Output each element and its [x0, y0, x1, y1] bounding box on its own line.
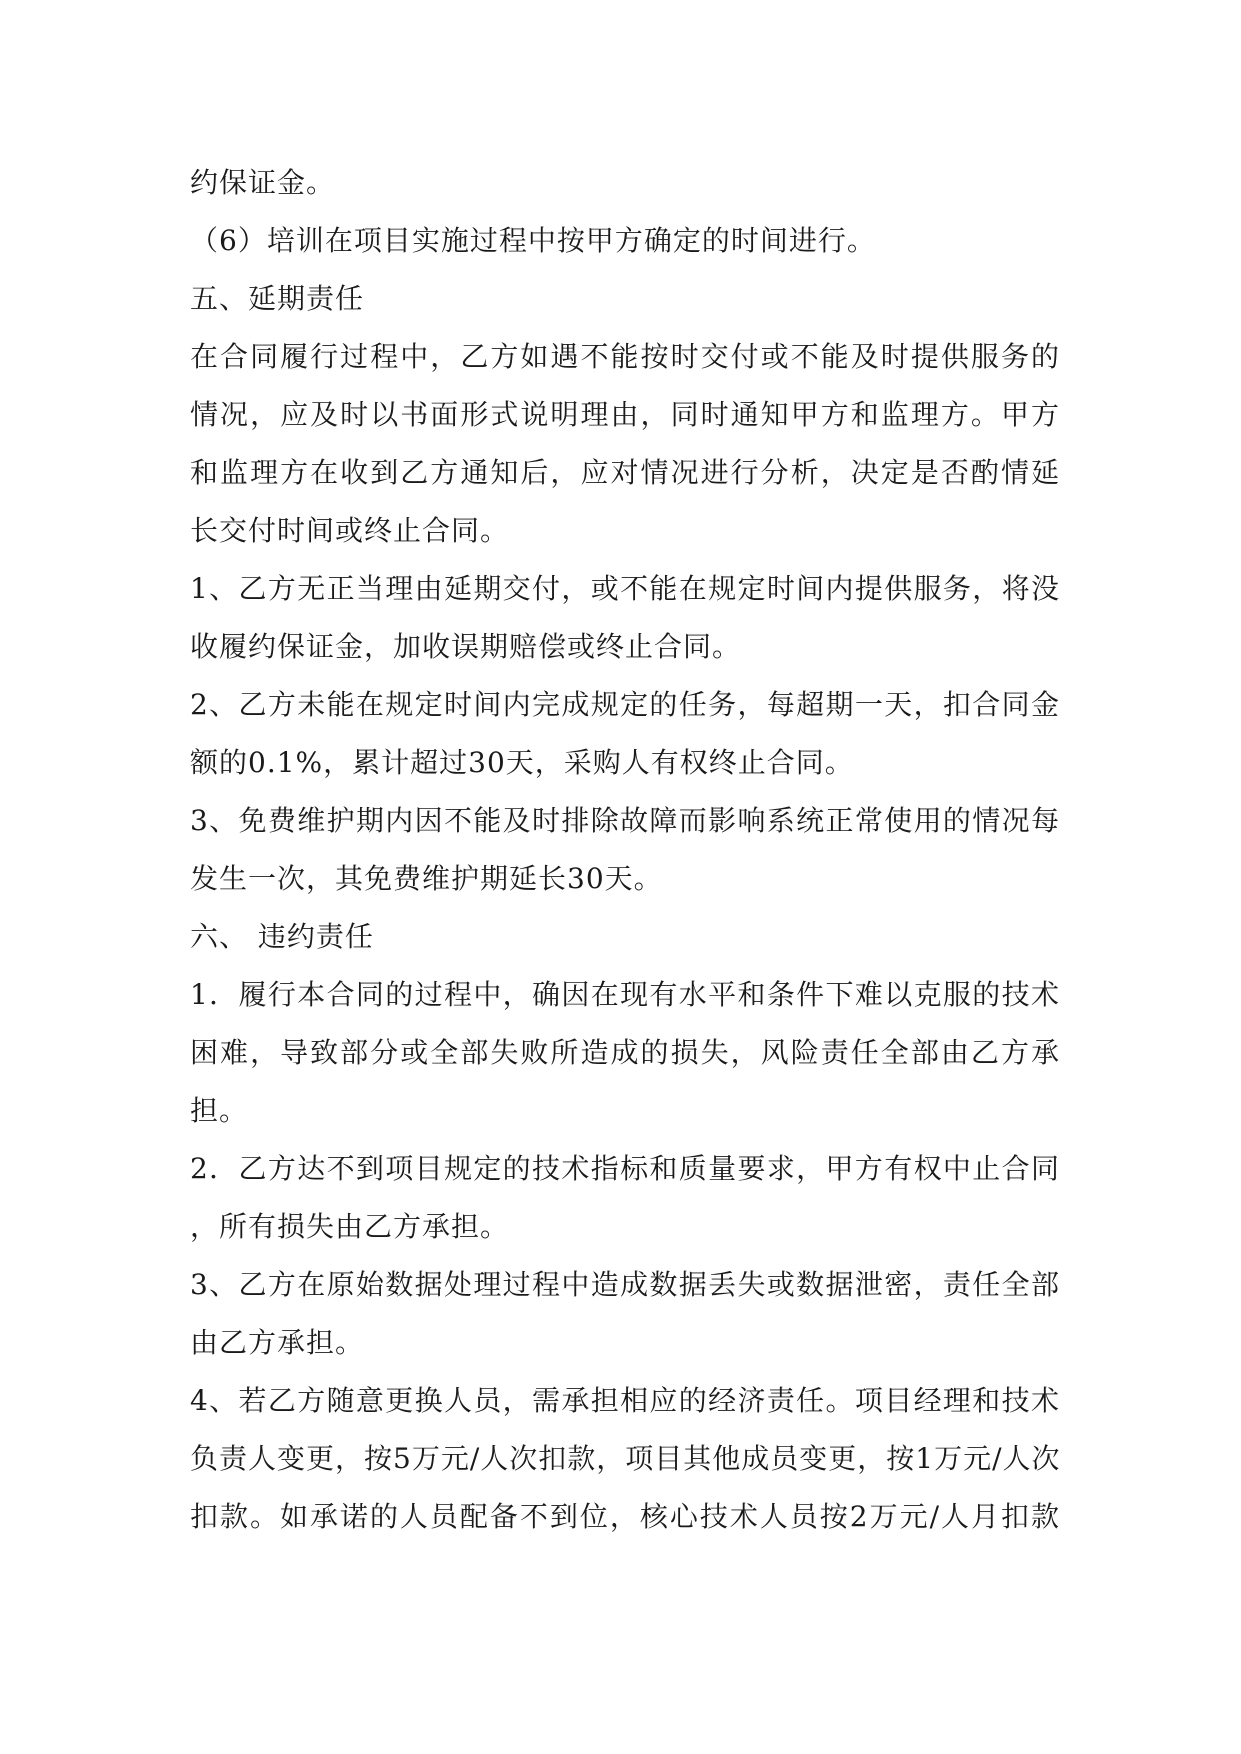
text-line: 负责人变更，按5万元/人次扣款，项目其他成员变更，按1万元/人次	[190, 1442, 1061, 1475]
text-line: 4、若乙方随意更换人员，需承担相应的经济责任。项目经理和技术	[190, 1384, 1060, 1417]
text-line: 和监理方在收到乙方通知后，应对情况进行分析，决定是否酌情延	[190, 456, 1060, 489]
text-line: 3、乙方在原始数据处理过程中造成数据丢失或数据泄密，责任全部	[190, 1268, 1060, 1301]
text-line: ，所有损失由乙方承担。	[190, 1210, 510, 1243]
text-line: 困难，导致部分或全部失败所造成的损失，风险责任全部由乙方承	[190, 1036, 1060, 1069]
text-line: 长交付时间或终止合同。	[190, 514, 510, 547]
text-line: 收履约保证金，加收误期赔偿或终止合同。	[190, 630, 742, 663]
section-heading: 六、 违约责任	[190, 920, 374, 953]
document-body	[190, 162, 1060, 1554]
text-line: 2．乙方达不到项目规定的技术指标和质量要求，甲方有权中止合同	[190, 1152, 1060, 1185]
section-heading: 五、延期责任	[190, 282, 365, 315]
text-line: 2、乙方未能在规定时间内完成规定的任务，每超期一天，扣合同金	[190, 688, 1060, 721]
text-line: 额的0.1%，累计超过30天，采购人有权终止合同。	[190, 746, 854, 779]
text-line: 1、乙方无正当理由延期交付，或不能在规定时间内提供服务，将没	[190, 572, 1060, 605]
text-line: 扣款。如承诺的人员配备不到位，核心技术人员按2万元/人月扣款	[190, 1500, 1060, 1533]
text-line: 1．履行本合同的过程中，确因在现有水平和条件下难以克服的技术	[190, 978, 1060, 1011]
text-line: 在合同履行过程中，乙方如遇不能按时交付或不能及时提供服务的	[190, 340, 1060, 373]
text-line: 由乙方承担。	[190, 1326, 365, 1359]
text-line: 3、免费维护期内因不能及时排除故障而影响系统正常使用的情况每	[190, 804, 1060, 837]
text-line: 约保证金。	[190, 166, 336, 199]
text-line: 担。	[190, 1094, 249, 1127]
text-line: 发生一次，其免费维护期延长30天。	[190, 862, 663, 895]
text-line: （6）培训在项目实施过程中按甲方确定的时间进行。	[190, 224, 876, 257]
text-line: 情况，应及时以书面形式说明理由，同时通知甲方和监理方。甲方	[190, 398, 1060, 431]
